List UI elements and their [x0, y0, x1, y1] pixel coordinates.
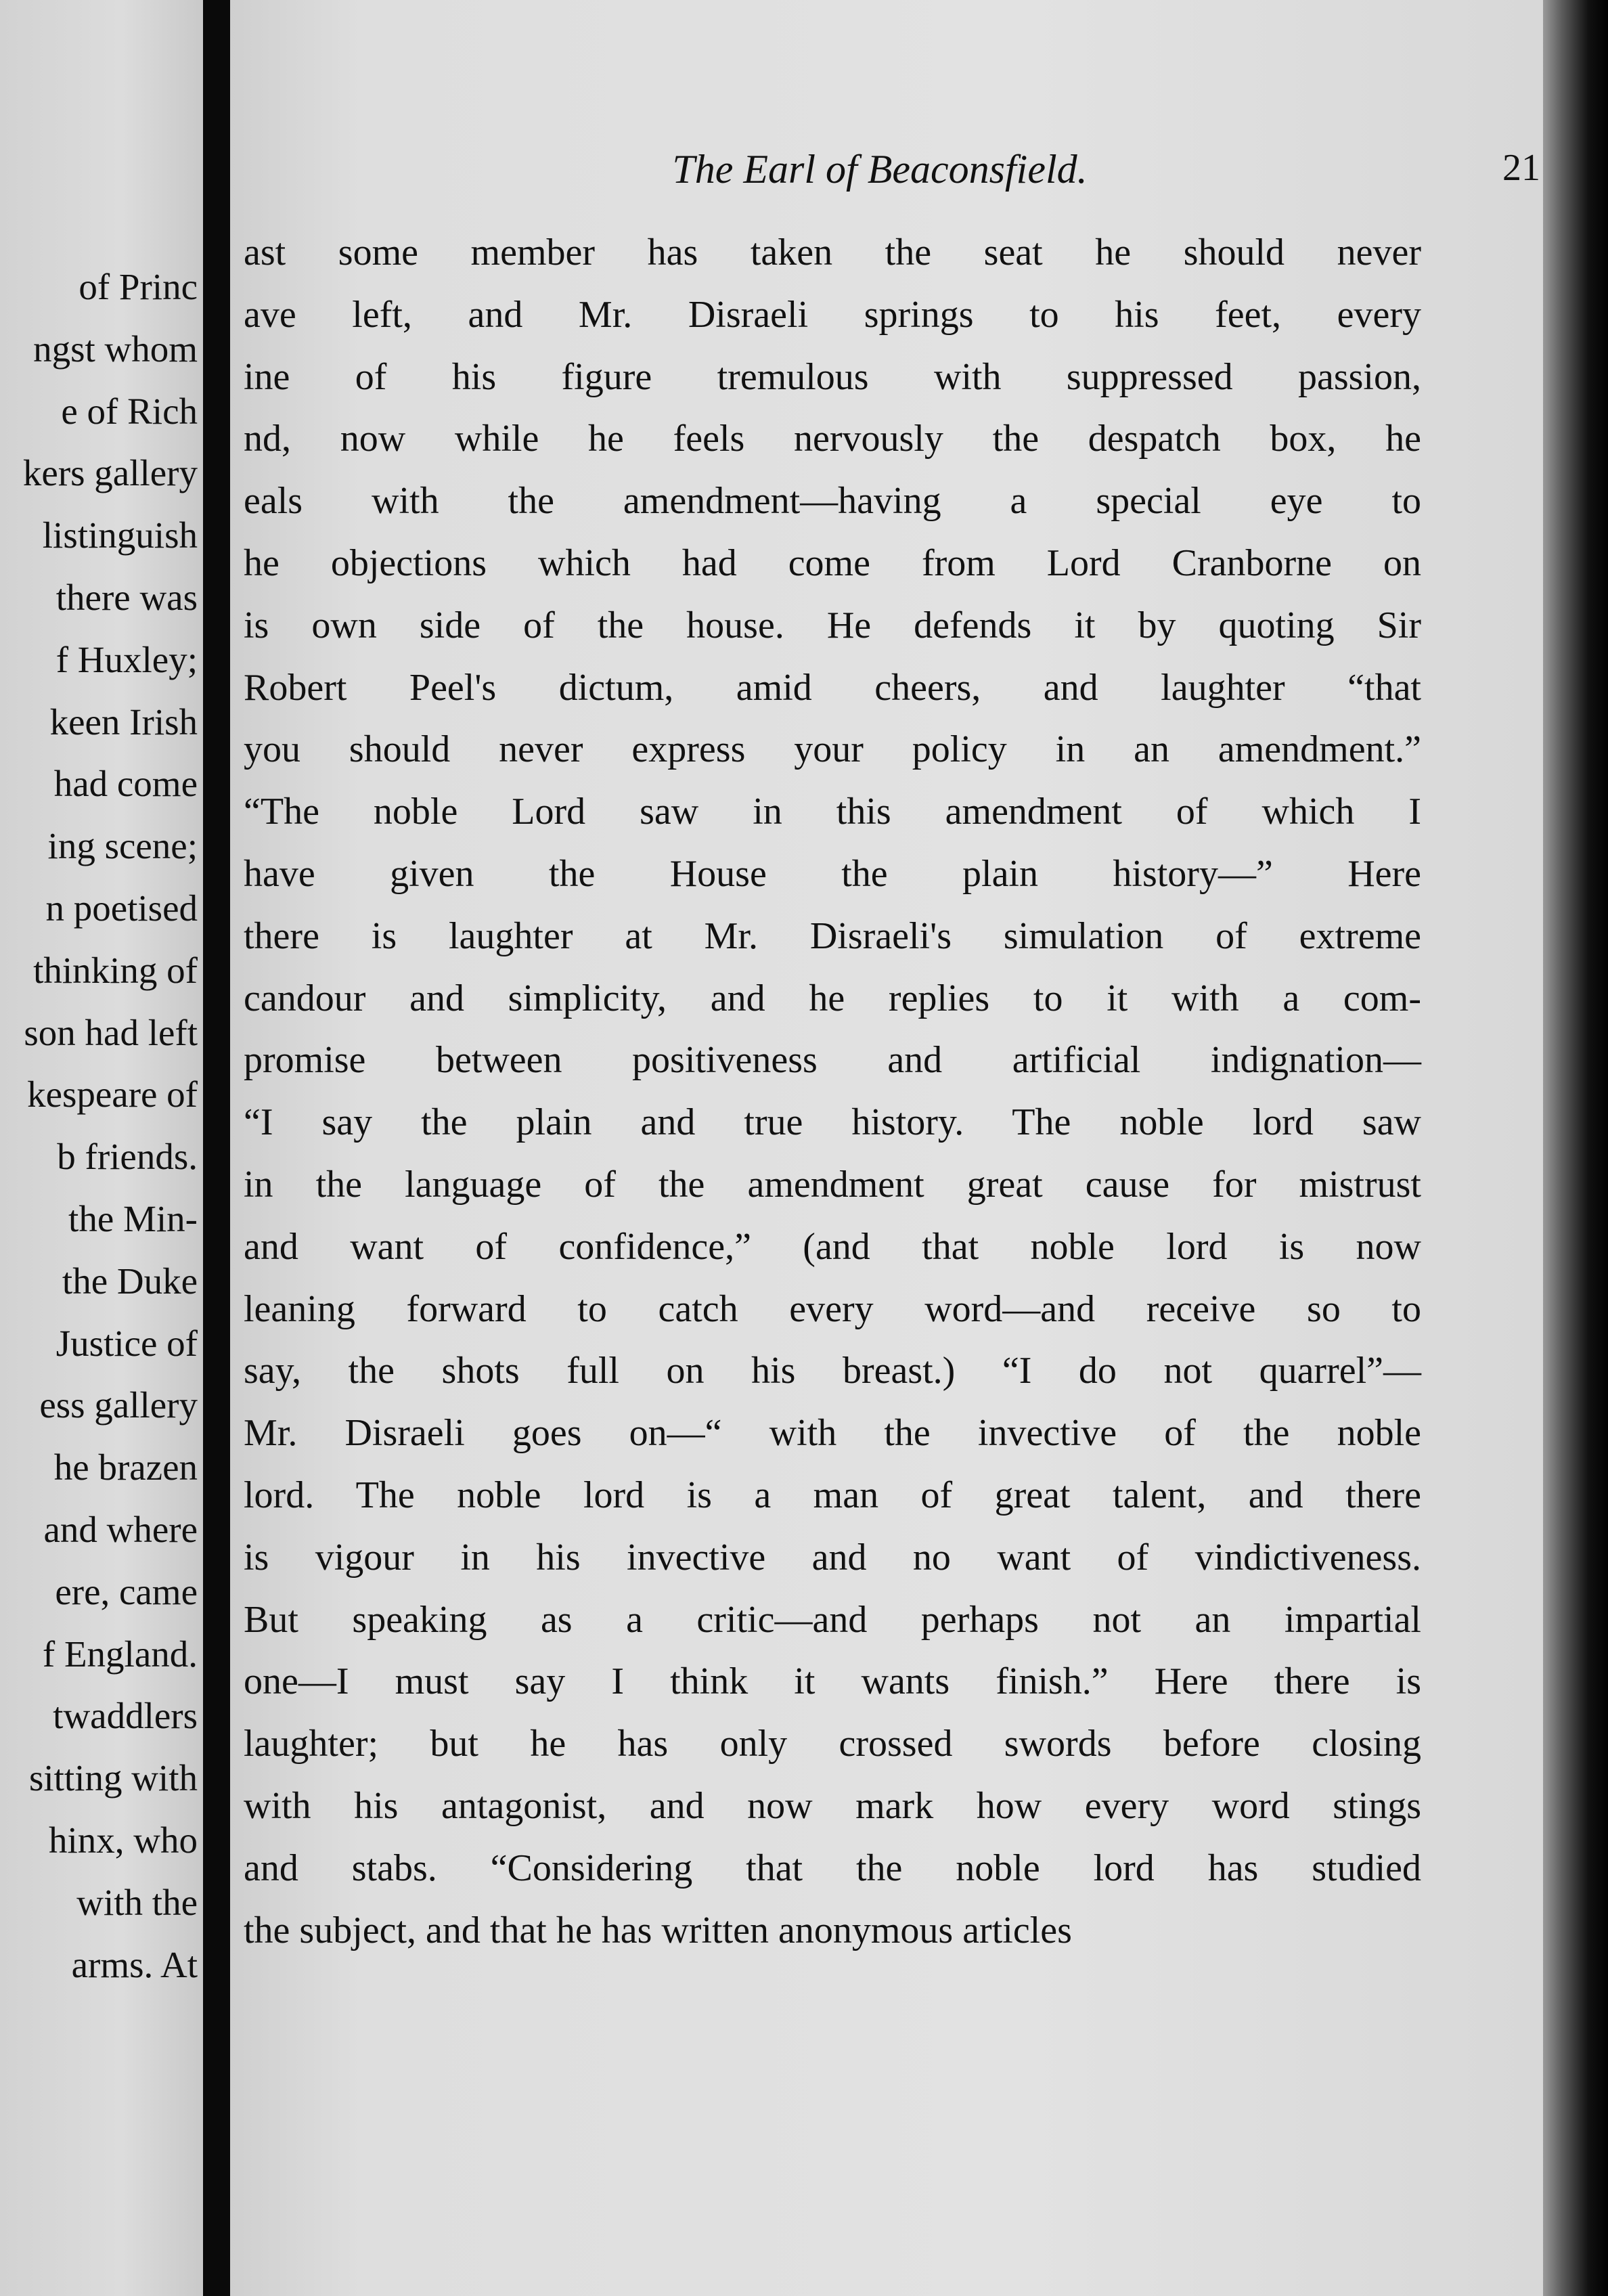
text-line: promise between positiveness and artificial indignation— — [244, 1039, 1421, 1082]
previous-page-line: b friends. — [57, 1136, 198, 1178]
previous-page-line: kespeare of — [27, 1074, 198, 1116]
previous-page-line: f England. — [42, 1633, 198, 1675]
text-line: nd, now while he feels nervously the despatch box, he — [244, 418, 1421, 460]
text-line: Robert Peel's dictum, amid cheers, and laughter “that — [244, 666, 1421, 709]
previous-page-line: n poetised — [45, 887, 198, 929]
previous-page-line: ess gallery — [39, 1384, 198, 1426]
text-line: the subject, and that he has written anonymous articles — [244, 1909, 1072, 1951]
text-line: lord. The noble lord is a man of great talent, and there — [244, 1474, 1421, 1516]
text-line: ast some member has taken the seat he should never — [244, 231, 1421, 273]
text-line: have given the House the plain history—” Here — [244, 852, 1421, 895]
previous-page-line: thinking of — [33, 949, 198, 991]
previous-page-line: Justice of — [55, 1322, 198, 1364]
binding-gutter — [203, 0, 230, 2296]
previous-page-line: sitting with — [28, 1757, 198, 1799]
text-line: leaning forward to catch every word—and receive so to — [244, 1287, 1421, 1330]
previous-page-line: twaddlers — [53, 1695, 198, 1737]
previous-page-fragment — [0, 0, 203, 2296]
previous-page-line: he brazen — [53, 1447, 198, 1488]
previous-page-line: hinx, who — [49, 1819, 198, 1861]
previous-page-line: the Min- — [68, 1197, 198, 1239]
text-line: there is laughter at Mr. Disraeli's simulation of extreme — [244, 914, 1421, 957]
previous-page-line: arms. At — [71, 1943, 198, 1985]
text-line: laughter; but he has only crossed swords before closing — [244, 1723, 1421, 1765]
text-line: with his antagonist, and now mark how every word stings — [244, 1784, 1421, 1827]
previous-page-line: there was — [55, 576, 198, 618]
text-line: ine of his figure tremulous with suppressed passion, — [244, 355, 1421, 398]
text-line: he objections which had come from Lord Cranborne on — [244, 542, 1421, 584]
text-line: eals with the amendment—having a special eye to — [244, 480, 1421, 523]
text-line: Mr. Disraeli goes on—“ with the invective of the noble — [244, 1412, 1421, 1455]
previous-page-line: had come — [53, 763, 198, 805]
previous-page-line: listinguish — [42, 514, 198, 556]
previous-page-line: ere, came — [55, 1570, 198, 1612]
running-head: The Earl of Beaconsfield. — [672, 147, 1088, 192]
text-line: you should never express your policy in an amendment.” — [244, 728, 1421, 771]
text-line: “I say the plain and true history. The noble lord saw — [244, 1101, 1421, 1144]
page-number: 21 — [1502, 147, 1540, 189]
previous-page-line: e of Rich — [61, 390, 198, 432]
body-text — [244, 222, 1421, 1962]
text-line: is own side of the house. He defends it by quoting Sir — [244, 604, 1421, 646]
text-line: say, the shots full on his breast.) “I do not quarrel”— — [244, 1350, 1421, 1392]
text-line: one—I must say I think it wants finish.” Here there is — [244, 1660, 1421, 1703]
previous-page-line: ing scene; — [47, 825, 198, 867]
previous-page-line: kers gallery — [22, 452, 198, 494]
page-edge-shadow — [1543, 0, 1608, 2296]
text-line: is vigour in his invective and no want of vindictiveness. — [244, 1536, 1421, 1578]
previous-page-line: with the — [76, 1881, 198, 1923]
book-page — [230, 0, 1543, 2296]
text-line: But speaking as a critic—and perhaps not an impartial — [244, 1598, 1421, 1641]
previous-page-line: the Duke — [62, 1260, 198, 1302]
text-line: candour and simplicity, and he replies to it with a com- — [244, 977, 1421, 1019]
previous-page-line: son had left — [24, 1011, 198, 1053]
text-line: and stabs. “Considering that the noble lord has studied — [244, 1847, 1421, 1889]
text-line: in the language of the amendment great cause for mistrust — [244, 1163, 1421, 1206]
text-line: and want of confidence,” (and that noble lord is now — [244, 1225, 1421, 1268]
text-line: “The noble Lord saw in this amendment of which I — [244, 791, 1421, 833]
previous-page-line: keen Irish — [49, 701, 198, 743]
previous-page-line: ngst whom — [33, 328, 198, 370]
previous-page-line: f Huxley; — [55, 638, 198, 680]
text-line: ave left, and Mr. Disraeli springs to his feet, every — [244, 293, 1421, 336]
previous-page-text — [23, 256, 198, 1995]
previous-page-line: and where — [43, 1508, 198, 1550]
previous-page-line: of Princ — [79, 266, 198, 307]
